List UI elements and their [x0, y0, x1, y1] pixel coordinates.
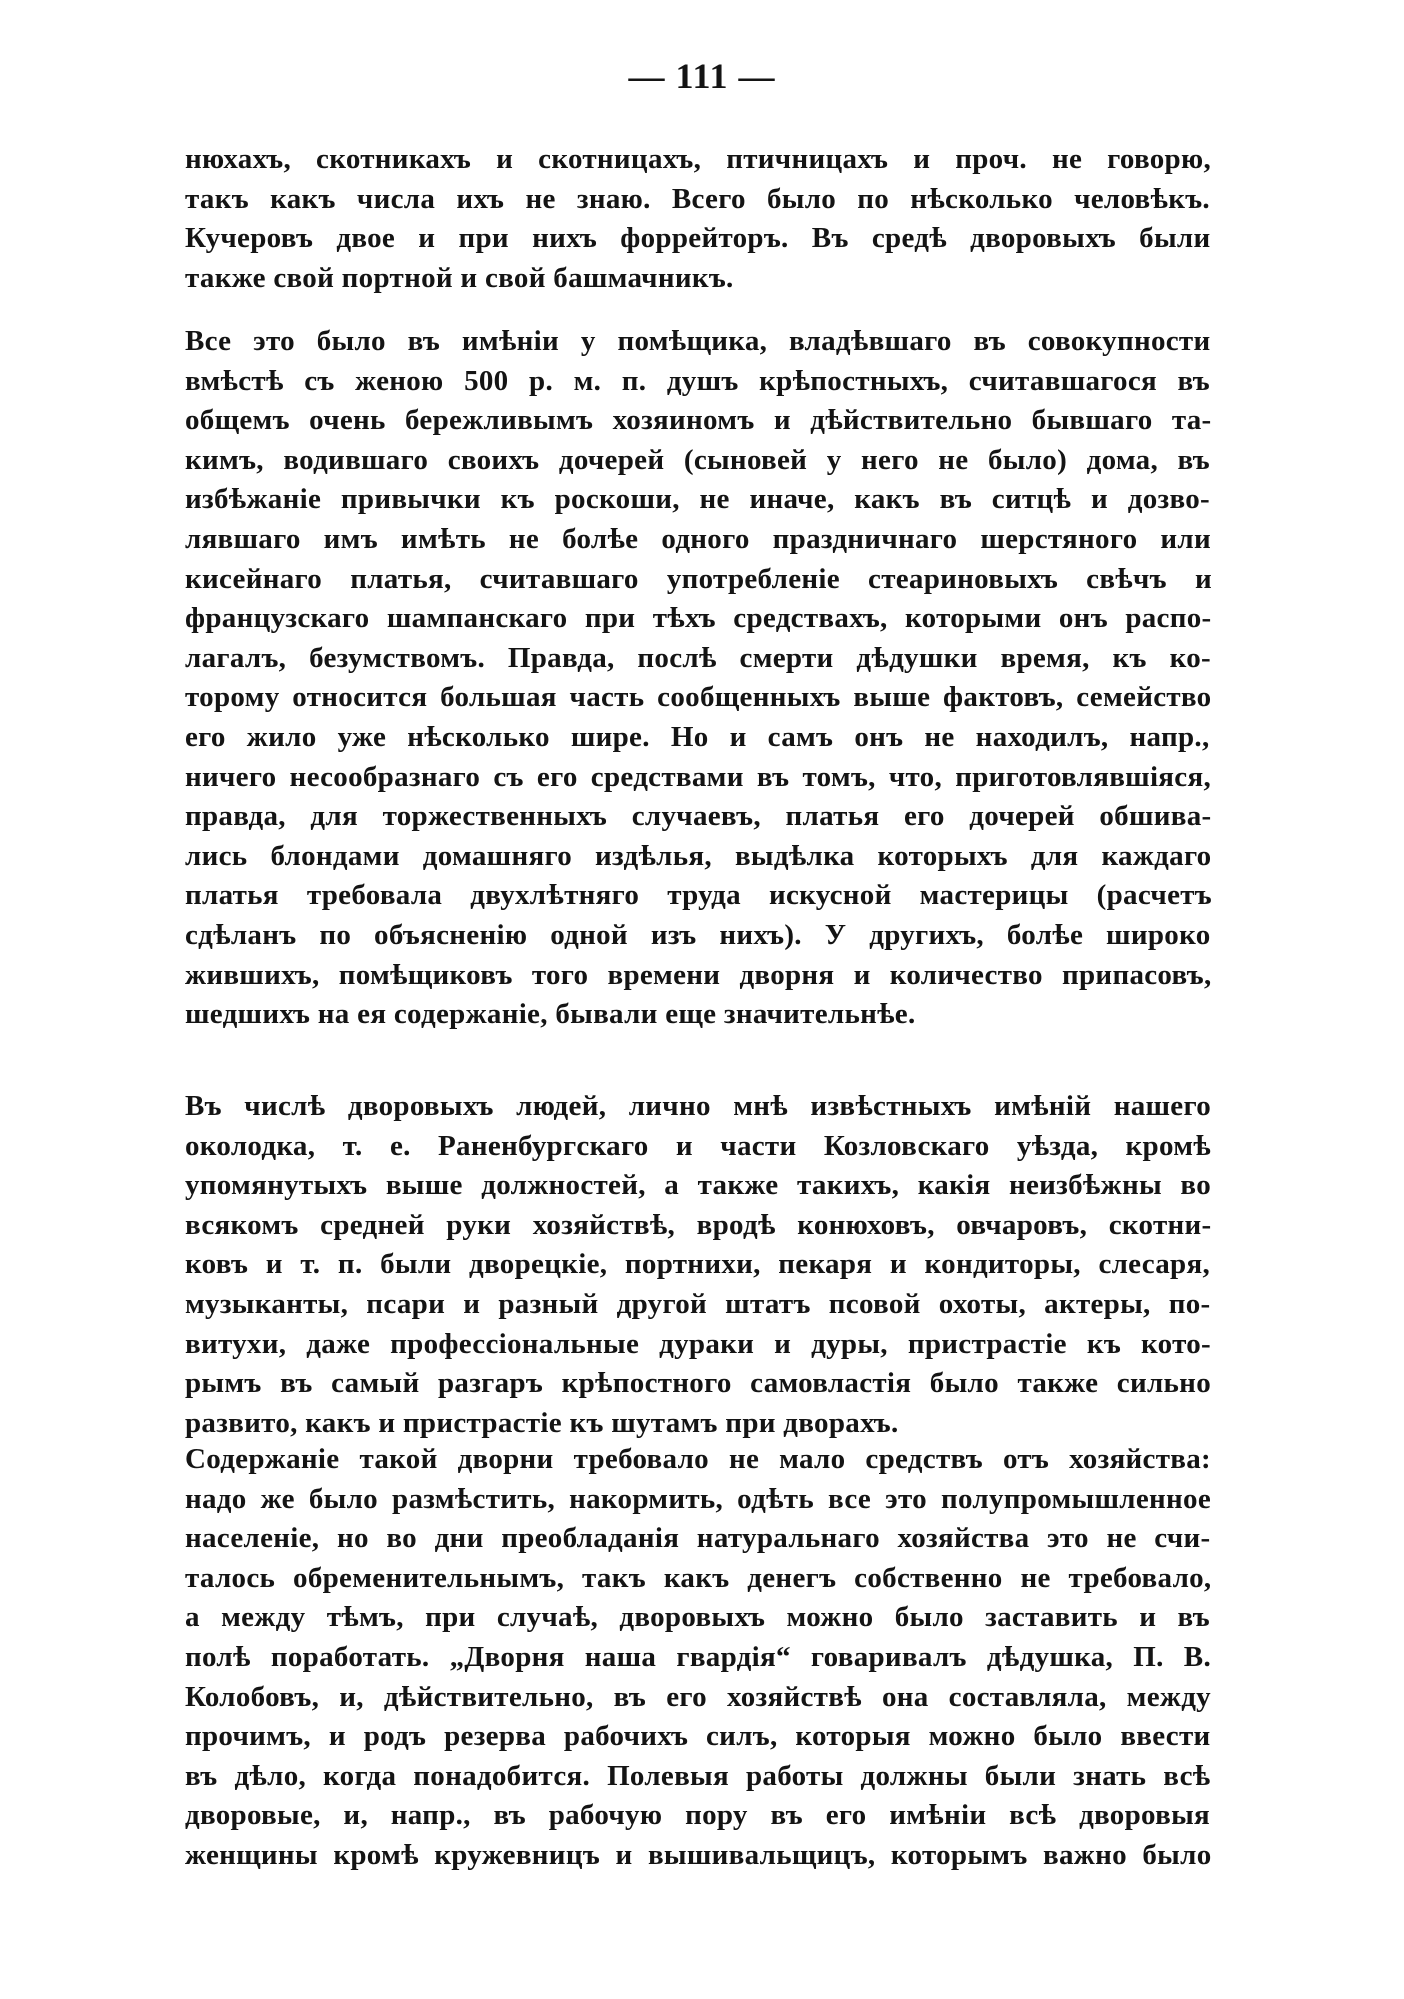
text-line: платья требовала двухлѣтняго труда искусной мастерицы (расчетъ [185, 879, 1212, 912]
text-line: упомянутыхъ выше должностей, а также такихъ, какія неизбѣжны во [185, 1169, 1211, 1202]
paragraph-4 [185, 1440, 1212, 1876]
text-line: рымъ въ самый разгаръ крѣпостного самовластія было также сильно [185, 1367, 1211, 1400]
text-line: Кучеровъ двое и при нихъ форрейторъ. Въ средѣ дворовыхъ были [185, 222, 1211, 255]
text-line: сдѣланъ по объясненію одной изъ нихъ). У другихъ, болѣе широко [185, 918, 1211, 951]
text-line: ничего несообразнаго съ его средствами въ томъ, что, приготовлявшіяся, [185, 760, 1211, 793]
text-line: талось обременительнымъ, такъ какъ денегъ собственно не требовало, [185, 1561, 1212, 1594]
text-line: надо же было размѣстить, накормить, одѣть все это полупромышленное [185, 1482, 1211, 1515]
text-line: его жило уже нѣсколько шире. Но и самъ онъ не находилъ, напр., [185, 720, 1210, 753]
text-line: околодка, т. е. Раненбургскаго и части Козловскаго уѣзда, кромѣ [185, 1129, 1211, 1162]
text-line: шедшихъ на ея содержаніе, бывали еще значительнѣе. [185, 998, 916, 1031]
text-line: въ дѣло, когда понадобится. Полевыя работы должны были знать всѣ [185, 1759, 1211, 1792]
text-line: также свой портной и свой башмачникъ. [185, 261, 734, 294]
text-line: прочимъ, и родъ резерва рабочихъ силъ, которыя можно было ввести [185, 1720, 1211, 1753]
text-line: населеніе, но во дни преобладанія натуральнаго хозяйства это не счи- [185, 1522, 1211, 1555]
text-line: французскаго шампанскаго при тѣхъ средствахъ, которыми онъ распо- [185, 602, 1212, 635]
text-line: а между тѣмъ, при случаѣ, дворовыхъ можно было заставить и въ [185, 1601, 1210, 1634]
text-line: кимъ, водившаго своихъ дочерей (сыновей у него не было) дома, въ [185, 443, 1210, 476]
text-line: полѣ поработать. „Дворня наша гвардія“ говаривалъ дѣдушка, П. В. [185, 1640, 1211, 1673]
text-line: Содержаніе такой дворни требовало не мало средствъ отъ хозяйства: [185, 1443, 1211, 1475]
text-line: вмѣстѣ съ женою 500 р. м. п. душъ крѣпостныхъ, считавшагося въ [185, 364, 1210, 397]
text-line: женщины кромѣ кружевницъ и вышивальщицъ, которымъ важно было [185, 1838, 1212, 1871]
text-line: лявшаго имъ имѣть не болѣе одного праздничнаго шерстяного или [185, 522, 1211, 555]
text-line: Колобовъ, и, дѣйствительно, въ его хозяйствѣ она составляла, между [185, 1680, 1211, 1713]
text-line: лагалъ, безумствомъ. Правда, послѣ смерти дѣдушки время, къ ко- [185, 641, 1211, 674]
text-line: развито, какъ и пристрастіе къ шутамъ при дворахъ. [185, 1406, 899, 1439]
paragraph-3 [185, 1087, 1212, 1443]
text-line: музыканты, псари и разный другой штатъ псовой охоты, актеры, по- [185, 1287, 1211, 1320]
text-line: витухи, даже профессіональные дураки и дуры, пристрастіе къ кото- [185, 1327, 1211, 1360]
paragraph-1 [185, 140, 1211, 298]
text-line: Все это было въ имѣніи у помѣщика, владѣвшаго въ совокупности [185, 325, 1211, 357]
text-line: всякомъ средней руки хозяйствѣ, вродѣ конюховъ, овчаровъ, скотни- [185, 1208, 1212, 1241]
text-line: Въ числѣ дворовыхъ людей, лично мнѣ извѣстныхъ имѣній нашего [185, 1090, 1211, 1122]
page-number: — 111 — [628, 56, 776, 96]
text-line: кисейнаго платья, считавшаго употребленіе стеариновыхъ свѣчъ и [185, 562, 1212, 595]
text-line: дворовые, и, напр., въ рабочую пору въ его имѣніи всѣ дворовыя [185, 1799, 1210, 1832]
text-line: нюхахъ, скотникахъ и скотницахъ, птичницахъ и проч. не говорю, [185, 143, 1211, 175]
text-line: торому относится большая часть сообщенныхъ выше фактовъ, семейство [185, 681, 1212, 714]
text-line: избѣжаніе привычки къ роскоши, не иначе, какъ въ ситцѣ и дозво- [185, 483, 1210, 516]
text-line: лись блондами домашняго издѣлья, выдѣлка которыхъ для каждаго [185, 839, 1212, 872]
paragraph-2 [185, 322, 1212, 1035]
text-line: общемъ очень бережливымъ хозяиномъ и дѣйствительно бывшаго та- [185, 404, 1212, 437]
text-line: правда, для торжественныхъ случаевъ, платья его дочерей обшива- [185, 800, 1212, 833]
text-line: такъ какъ числа ихъ не знаю. Всего было по нѣсколько человѣкъ. [185, 182, 1210, 215]
text-line: жившихъ, помѣщиковъ того времени дворня и количество припасовъ, [185, 958, 1212, 991]
text-line: ковъ и т. п. были дворецкіе, портнихи, пекаря и кондиторы, слесаря, [185, 1248, 1210, 1281]
